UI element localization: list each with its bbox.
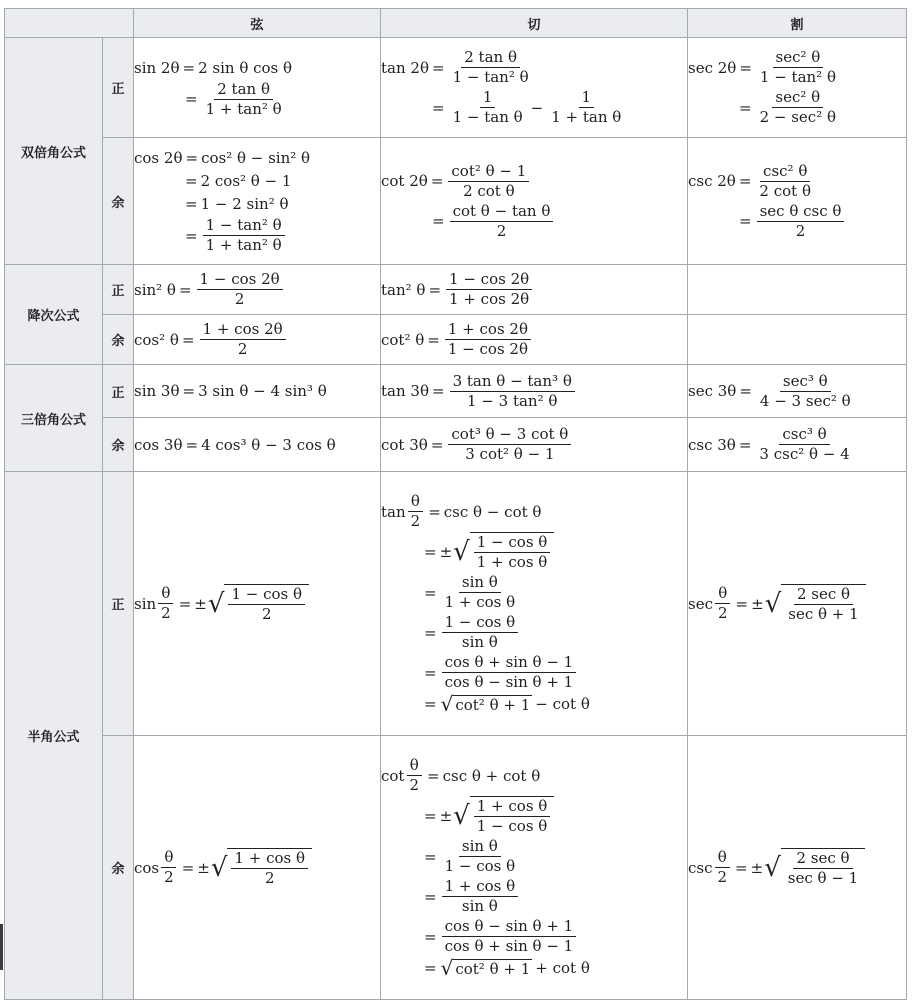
square-root: √ $\frac{\text{1 + cos θ}}{\text{1 − cos θ}}$ — [453, 796, 554, 836]
formula-csc-triple-angle: csc 3θ = $\frac{\text{csc³ θ}}{\text{3 csc² θ − 4}}$ — [688, 418, 907, 472]
formula-tan-half-angle: tan $\frac{\theta}{2}$ = csc θ − cot θ = ± √ $\frac{\text{1 − cos θ}}{\text{1 + cos θ}}$ = $\frac{\text{sin θ}}{\text{1 + cos θ}}$ = $\frac{\text{1 − cos θ}}{\text{sin θ}}$ = $\frac{\text{cos θ + sin θ − 1}}{\text{cos θ − sin θ + 1}}$ = √ cot² θ + 1 − cot θ — [381, 472, 688, 736]
sub-label-positive: 正 — [103, 38, 134, 138]
formula-cot-triple-angle: cot 3θ = $\frac{\text{cot³ θ − 3 cot θ}}{\text{3 cot² θ − 1}}$ — [381, 418, 688, 472]
column-header-sine: 弦 — [134, 9, 381, 38]
formula-cos-double-angle: cos 2θ = cos² θ − sin² θ = 2 cos² θ − 1 = 1 − 2 sin² θ = $\frac{\text{1 − tan² θ}}{\text{1 + tan² θ}}$ — [134, 138, 381, 265]
empty-cell — [688, 315, 907, 365]
sub-label-co: 余 — [103, 138, 134, 265]
formula-sin-double-angle: sin 2θ = 2 sin θ cos θ = $\frac{\text{2 tan θ}}{\text{1 + tan² θ}}$ — [134, 38, 381, 138]
formula-sec-double-angle: sec 2θ = $\frac{\text{sec² θ}}{\text{1 − tan² θ}}$ = $\frac{\text{sec² θ}}{\text{2 − sec² θ}}$ — [688, 38, 907, 138]
square-root: √ $\frac{\text{2 sec θ}}{\text{sec θ − 1}}$ — [764, 848, 865, 888]
group-label-double-angle: 双倍角公式 — [5, 38, 103, 265]
sub-label-positive: 正 — [103, 265, 134, 315]
sub-label-co: 余 — [103, 418, 134, 472]
formula-cot-double-angle: cot 2θ = $\frac{\text{cot² θ − 1}}{\text{2 cot θ}}$ = $\frac{\text{cot θ − tan θ}}{2}$ — [381, 138, 688, 265]
sub-label-co: 余 — [103, 736, 134, 1000]
formula-cos-triple-angle: cos 3θ = 4 cos³ θ − 3 cos θ — [134, 418, 381, 472]
trig-formula-table — [4, 8, 907, 1000]
square-root: √ $\frac{\text{1 + cos θ}}{2}$ — [211, 848, 312, 888]
sub-label-co: 余 — [103, 315, 134, 365]
formula-sin-squared: sin² θ = $\frac{1 - \cos 2\theta}{2}$ — [134, 265, 381, 315]
formula-csc-half-angle: csc $\frac{\theta}{2}$ = ± √ $\frac{\text{2 sec θ}}{\text{sec θ − 1}}$ — [688, 736, 907, 1000]
square-root: √ cot² θ + 1 — [440, 956, 531, 980]
group-label-half-angle: 半角公式 — [5, 472, 103, 1000]
column-header-tangent: 切 — [381, 9, 688, 38]
formula-sec-triple-angle: sec 3θ = $\frac{\text{sec³ θ}}{\text{4 − 3 sec² θ}}$ — [688, 365, 907, 418]
edge-artifact — [0, 924, 3, 970]
formula-cos-half-angle: cos $\frac{\theta}{2}$ = ± √ $\frac{\text{1 + cos θ}}{2}$ — [134, 736, 381, 1000]
group-label-triple-angle: 三倍角公式 — [5, 365, 103, 472]
formula-sec-half-angle: sec $\frac{\theta}{2}$ = ± √ $\frac{\text{2 sec θ}}{\text{sec θ + 1}}$ — [688, 472, 907, 736]
square-root: √ $\frac{\text{1 − cos θ}}{2}$ — [208, 584, 309, 624]
group-label-power-reduction: 降次公式 — [5, 265, 103, 365]
corner-cell — [5, 9, 134, 38]
formula-cos-squared: cos² θ = $\frac{1 + \cos 2\theta}{2}$ — [134, 315, 381, 365]
sub-label-positive: 正 — [103, 365, 134, 418]
column-header-secant: 割 — [688, 9, 907, 38]
empty-cell — [688, 265, 907, 315]
formula-sin-half-angle: sin $\frac{\theta}{2}$ = ± √ $\frac{\text{1 − cos θ}}{2}$ — [134, 472, 381, 736]
square-root: √ $\frac{\text{2 sec θ}}{\text{sec θ + 1}}$ — [765, 584, 866, 624]
formula-cot-half-angle: cot $\frac{\theta}{2}$ = csc θ + cot θ = ± √ $\frac{\text{1 + cos θ}}{\text{1 − cos θ}}$ = $\frac{\text{sin θ}}{\text{1 − cos θ}}$ = $\frac{\text{1 + cos θ}}{\text{sin θ}}$ = $\frac{\text{cos θ − sin θ + 1}}{\text{cos θ + sin θ − 1}}$ = √ cot² θ + 1 + cot θ — [381, 736, 688, 1000]
formula-csc-double-angle: csc 2θ = $\frac{\text{csc² θ}}{\text{2 cot θ}}$ = $\frac{\text{sec θ csc θ}}{2}$ — [688, 138, 907, 265]
formula-tan-triple-angle: tan 3θ = $\frac{\text{3 tan θ − tan³ θ}}{\text{1 − 3 tan² θ}}$ — [381, 365, 688, 418]
square-root: √ $\frac{\text{1 − cos θ}}{\text{1 + cos θ}}$ — [453, 532, 554, 572]
square-root: √ cot² θ + 1 — [440, 692, 531, 716]
sub-label-positive: 正 — [103, 472, 134, 736]
formula-sin-triple-angle: sin 3θ = 3 sin θ − 4 sin³ θ — [134, 365, 381, 418]
formula-cot-squared: cot² θ = $\frac{1 + \cos 2\theta}{1 - \cos 2\theta}$ — [381, 315, 688, 365]
formula-tan-squared: tan² θ = $\frac{1 - \cos 2\theta}{1 + \cos 2\theta}$ — [381, 265, 688, 315]
formula-tan-double-angle: tan 2θ = $\frac{\text{2 tan θ}}{\text{1 − tan² θ}}$ = $\frac{1}{\text{1 − tan θ}}$ − $\frac{1}{\text{1 + tan θ}}$ — [381, 38, 688, 138]
